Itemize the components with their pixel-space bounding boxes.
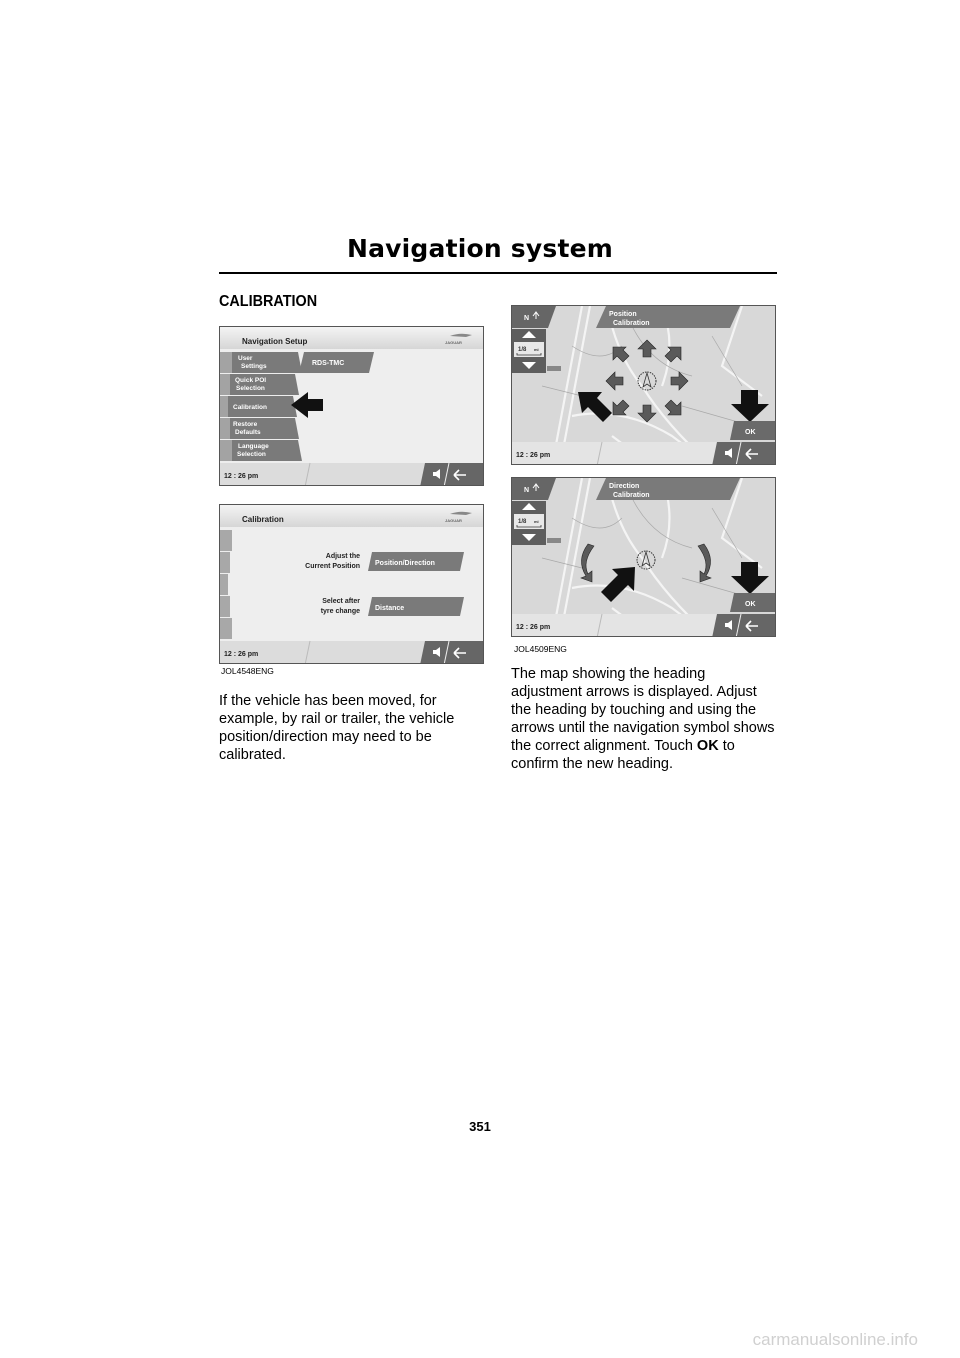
svg-text:OK: OK [745,601,756,608]
ok-inline-label: OK [696,738,719,754]
position-calibration-map [512,306,776,465]
calibration-title-line1: Direction [609,483,640,490]
svg-text:Position/Direction: Position/Direction [375,560,435,567]
map-scale: 1/8 [518,519,527,525]
clock: 12 : 26 pm [516,624,551,631]
calibration-screen [219,504,484,664]
jaguar-logo: JAGUAR [445,518,462,523]
bottom-controls [420,463,484,486]
svg-text:Restore: Restore [233,421,258,428]
north-up-label[interactable]: N [524,315,530,322]
position-calibration-screen [511,305,776,465]
direction-calibration-map [512,478,776,637]
left-paragraph: If the vehicle has been moved, for example, by rail or trailer, the vehicle position/direction may need to be calibrated. [219,693,455,763]
clock: 12 : 26 pm [224,473,259,480]
right-paragraph-text-end: to confirm the new heading. [511,738,735,772]
ok-button[interactable] [730,421,776,440]
svg-text:Language: Language [238,443,269,450]
section-heading: CALIBRATION [219,293,318,310]
svg-text:Calibration: Calibration [233,404,267,411]
svg-text:Selection: Selection [237,451,266,458]
calibration-title-line2: Calibration [613,320,650,327]
svg-text:Selection: Selection [236,385,265,392]
menu-item-restore-defaults[interactable] [220,418,299,439]
page-title: Navigation system [346,234,614,263]
tyre-label-line1: Select after [322,598,360,605]
svg-text:OK: OK [745,429,756,436]
right-paragraph-text: The map showing the heading adjustment arrows is displayed. Adjust the heading by touching and using the arrows until the navigation symbol shows the correct alignment. Touch [511,666,775,754]
position-direction-button[interactable] [368,552,464,571]
svg-text:RDS-TMC: RDS-TMC [312,360,345,367]
title-divider [219,272,777,274]
menu-item-user-settings[interactable] [220,352,302,373]
figure-caption-right: JOL4509ENG [514,644,567,654]
ok-button[interactable] [730,593,776,612]
map-scale-unit: mi [534,519,539,524]
navigation-setup-graphic [220,327,484,486]
map-scale: 1/8 [518,347,527,353]
bottom-controls [712,442,776,465]
bottom-controls [712,614,776,637]
svg-text:Defaults: Defaults [235,429,261,436]
page-number: 351 [469,1119,491,1134]
tyre-label-line2: tyre change [320,608,360,615]
jaguar-logo: JAGUAR [445,340,462,345]
screen-title: Calibration [242,515,284,524]
svg-text:Settings: Settings [241,363,267,370]
bottom-controls [420,641,484,664]
svg-text:User: User [238,355,253,362]
calibration-title-line2: Calibration [613,492,650,499]
right-paragraph [511,665,776,773]
navigation-setup-screen [219,326,484,486]
svg-text:Distance: Distance [375,605,405,612]
clock: 12 : 26 pm [224,651,259,658]
adjust-label-line2: Current Position [305,563,360,570]
clock: 12 : 26 pm [516,452,551,459]
menu-item-language-selection[interactable] [220,440,302,461]
calibration-title-line1: Position [609,311,637,318]
distance-button[interactable] [368,597,464,616]
watermark: carmanualsonline.info [752,1330,918,1349]
calibration-graphic [220,505,484,664]
menu-item-quick-poi[interactable] [220,374,299,395]
figure-caption-left: JOL4548ENG [221,666,274,676]
menu-item-calibration[interactable] [220,396,297,417]
direction-calibration-screen [511,477,776,637]
screen-title: Navigation Setup [242,337,308,346]
map-scale-unit: mi [534,347,539,352]
svg-text:Quick POI: Quick POI [235,377,267,384]
adjust-label-line1: Adjust the [325,553,360,560]
rds-tmc-button[interactable] [299,352,374,373]
north-up-label[interactable]: N [524,487,530,494]
